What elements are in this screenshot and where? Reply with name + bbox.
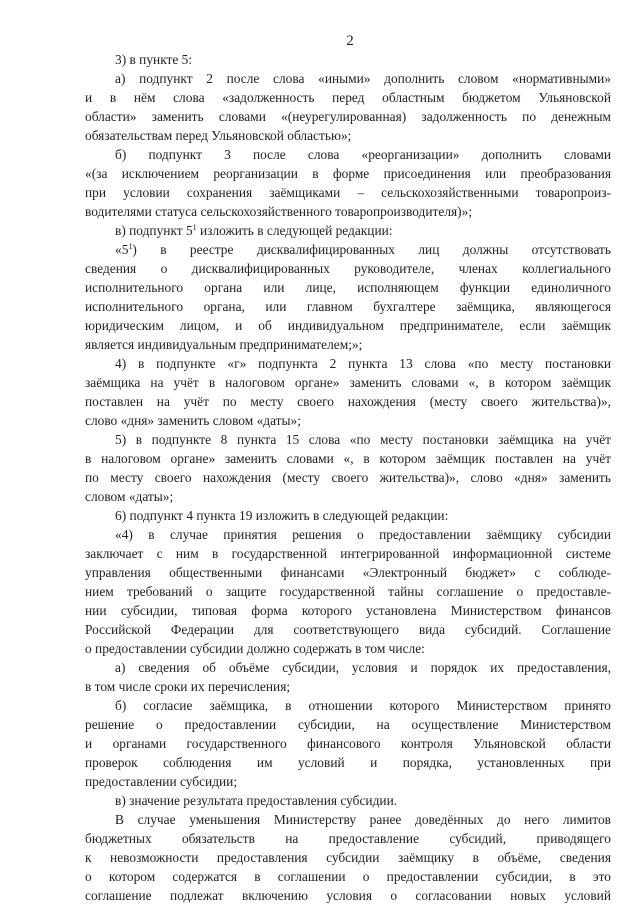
text-line: а) подпункт 2 после слова «иными» дополнить словом «нормативными» <box>115 71 611 86</box>
text-line: и органами государственного финансового контроля Ульяновской области <box>85 736 611 751</box>
text-line <box>85 240 611 259</box>
superscript: 1 <box>128 242 133 251</box>
paragraph-p9 <box>85 525 611 658</box>
paragraph-p7 <box>85 430 611 506</box>
text-line: предоставлении субсидии; <box>85 774 238 789</box>
text-line: «(за исключением реорганизации в форме присоединения или преобразования <box>85 166 611 181</box>
text-line: исполнительного органа или лице, исполняющем функции единоличного <box>85 280 611 295</box>
text-line: управления общественными финансами «Электронный бюджет» с соблюде- <box>85 565 611 580</box>
text-line: водителями статуса сельскохозяйственного товаропроизводителя)»; <box>85 204 473 219</box>
text-line: заёмщика на учёт в налоговом органе» заменить словами «, в котором заёмщик <box>85 375 611 390</box>
paragraph-p8 <box>85 506 611 525</box>
page-number: 2 <box>346 33 354 49</box>
paragraph-p10 <box>85 658 611 696</box>
text-line: словом «даты»; <box>85 489 174 504</box>
paragraph-p1 <box>85 50 611 69</box>
text-line: поставлен на учёт по месту своего нахождения (месту своего жительства)», <box>85 394 611 409</box>
text-line: юридическим лицом, и об индивидуальном предпринимателе, если заёмщик <box>85 318 611 333</box>
superscript: 1 <box>192 223 197 232</box>
text-line: в) значение результата предоставления субсидии. <box>115 793 398 808</box>
text-line: и в нём слова «задолженность перед областным бюджетом Ульяновской <box>85 90 611 105</box>
text-line: а) сведения об объёме субсидии, условия и порядок их предоставления, <box>115 660 611 675</box>
text-fragment: в) подпункт 5 <box>115 223 193 238</box>
text-fragment: ) в реестре дисквалифицированных лиц должны отсутствовать <box>132 242 611 257</box>
paragraph-p2 <box>85 69 611 145</box>
text-line: б) подпункт 3 после слова «реорганизации» дополнить словами <box>115 147 611 162</box>
text-fragment: «5 <box>115 242 129 257</box>
text-fragment: изложить в следующей редакции: <box>196 223 393 238</box>
text-line: 3) в пункте 5: <box>115 52 193 67</box>
text-line: о предоставлении субсидии должно содержать в том числе: <box>85 641 425 656</box>
paragraph-p3 <box>85 145 611 221</box>
text-line: к невозможности предоставления субсидии заёмщику в объёме, сведения <box>85 850 611 865</box>
text-line: нии субсидии, типовая форма которого установлена Министерством финансов <box>85 603 611 618</box>
paragraph-p5 <box>85 240 611 354</box>
text-line: 5) в подпункте 8 пункта 15 слова «по месту постановки заёмщика на учёт <box>115 432 611 447</box>
text-line: 4) в подпункте «г» подпункта 2 пункта 13 слова «по месту постановки <box>115 356 611 371</box>
text-line: исполнительного органа, или главном бухгалтере заёмщика, являющегося <box>85 299 611 314</box>
text-line: по месту своего нахождения (месту своего жительства)», слово «дня» заменить <box>85 470 611 485</box>
text-line: является индивидуальным предпринимателем;»; <box>85 337 363 352</box>
text-line: соглашение подлежат включению условия о согласовании новых условий <box>85 888 611 903</box>
text-line: решение о предоставлении субсидии, на осуществление Министерством <box>85 717 611 732</box>
text-line: В случае уменьшения Министерству ранее доведённых до него лимитов <box>115 812 611 827</box>
text-line: сведения о дисквалифицированных руководителе, членах коллегиального <box>85 261 611 276</box>
text-line: при условии сохранения заёмщиками – сельскохозяйственными товаропроиз- <box>85 185 611 200</box>
text-line: «4) в случае принятия решения о предоставлении заёмщику субсидии <box>115 527 611 542</box>
text-line: обязательствам перед Ульяновской областью»; <box>85 128 352 143</box>
text-line: б) согласие заёмщика, в отношении которого Министерством принято <box>115 698 611 713</box>
text-line: проверок соблюдения им условий и порядка, установленных при <box>85 755 611 770</box>
paragraph-p11 <box>85 696 611 791</box>
document-body <box>85 50 611 905</box>
text-line <box>85 221 611 240</box>
text-line: слово «дня» заменить словом «даты»; <box>85 413 301 428</box>
text-line: заключает с ним в государственной интегрированной информационной системе <box>85 546 611 561</box>
paragraph-p4 <box>85 221 611 240</box>
text-line: области» заменить словами «(неурегулированная) задолженность по денежным <box>85 109 611 124</box>
text-line: бюджетных обязательств на предоставление субсидий, приводящего <box>85 831 611 846</box>
paragraph-p13 <box>85 810 611 905</box>
paragraph-p12 <box>85 791 611 810</box>
text-line: Российской Федерации для соответствующего вида субсидий. Соглашение <box>85 622 611 637</box>
text-line: нием требований о защите государственной тайны соглашение о предоставле- <box>85 584 611 599</box>
text-line: в том числе сроки их перечисления; <box>85 679 291 694</box>
paragraph-p6 <box>85 354 611 430</box>
text-line: в налоговом органе» заменить словами «, в котором заёмщик поставлен на учёт <box>85 451 611 466</box>
text-line: о котором содержатся в соглашении о предоставлении субсидии, в это <box>85 869 611 884</box>
text-line: 6) подпункт 4 пункта 19 изложить в следующей редакции: <box>115 508 449 523</box>
